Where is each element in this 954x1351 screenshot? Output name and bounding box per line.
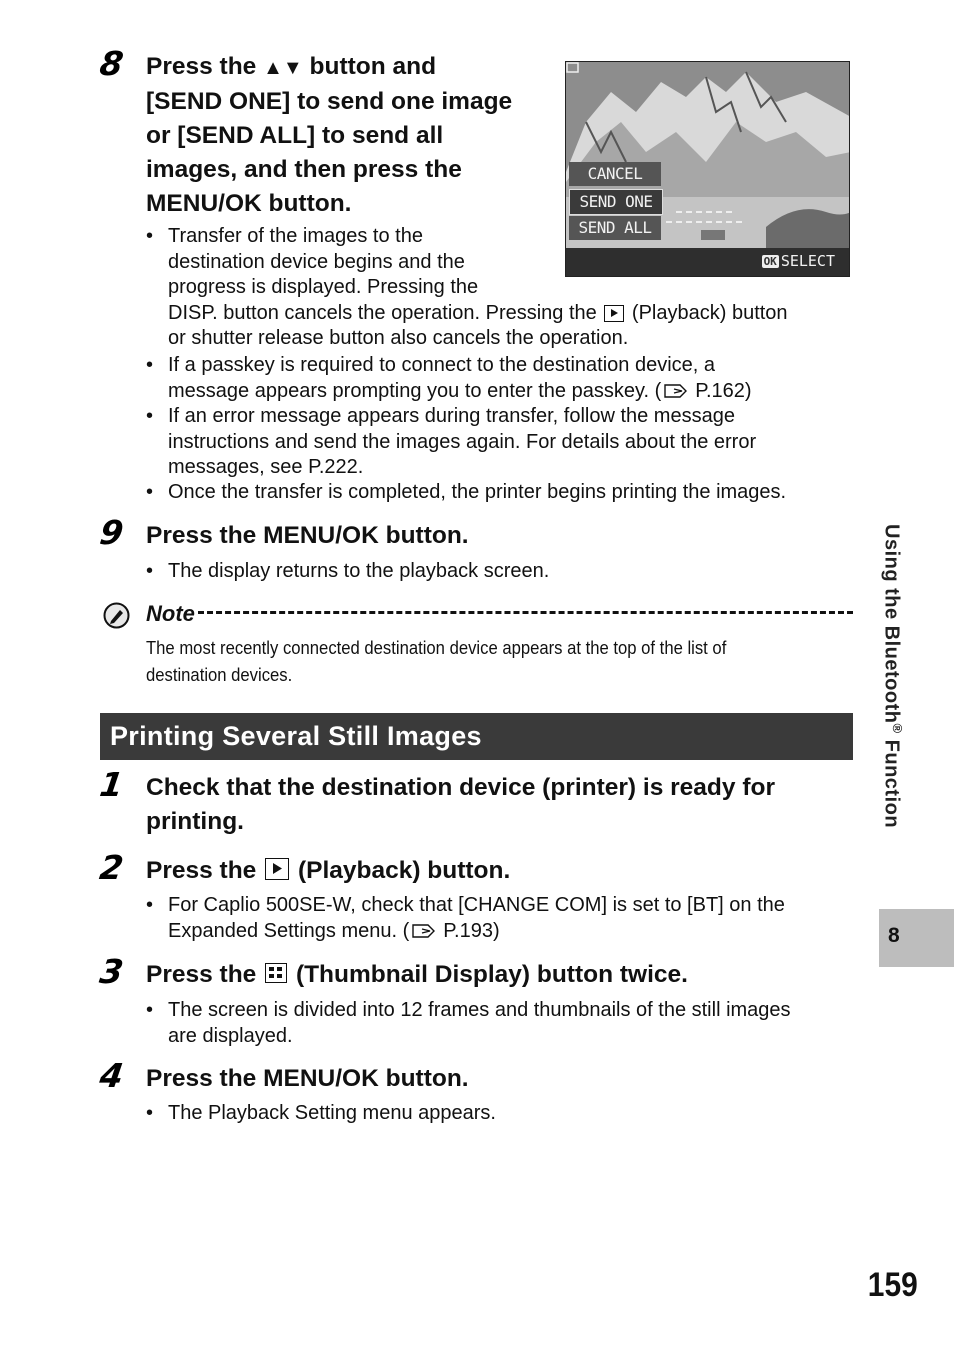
up-down-arrow-icon: ▲▼ [263,57,303,79]
step-number-3: 3 [97,952,126,991]
step-2-bullet-1: • For Caplio 500SE-W, check that [CHANGE COM] is set to [BT] on the Expanded Settings menu. ( P.193) [146,893,868,948]
section-title: Printing Several Still Images [110,721,482,751]
step-number-1: 1 [97,765,126,804]
step-8-bullet-3: • If an error message appears during transfer, follow the message instructions and send the images again. For details about the error messages, see P.222. [146,404,868,481]
step-4-bullet-1: • The Playback Setting menu appears. [146,1101,868,1127]
page-number: 159 [868,1266,918,1304]
step-8-bullet-4: • Once the transfer is completed, the printer begins printing the images. [146,480,868,506]
step-3-bullet-1: • The screen is divided into 12 frames and thumbnails of the still images are displayed. [146,998,868,1049]
menu-item-cancel[interactable]: CANCEL [569,162,661,186]
page-reference-icon [410,921,442,949]
step-number-4: 4 [97,1056,126,1095]
step-number-9: 9 [97,513,126,552]
note-icon [103,602,130,629]
ok-select-hint: OK SELECT [763,252,835,270]
step-9-heading: Press the MENU/OK button. [146,522,469,549]
menu-item-send-one[interactable]: SEND ONE [569,189,663,215]
step-3-heading: Press the (Thumbnail Display) button twice. [146,961,688,988]
step-8-bullet-1: • Transfer of the images to the destination device begins and the progress is displayed. Pressing the DISP. button cancels the operation. Pressing the (Playback) button or shutter release button also cancels the operation. [146,224,868,352]
step-1-heading: Check that the destination device (printer) is ready for printing. [146,774,775,835]
thumbnail-display-icon [265,963,287,983]
step-8-bullet-2: • If a passkey is required to connect to the destination device, a message appears prompting you to enter the passkey. ( P.162) [146,353,868,408]
chapter-side-tab: Using the Bluetooth® Function [880,524,905,829]
ok-button-icon: OK [763,255,777,268]
step-4-heading: Press the MENU/OK button. [146,1065,469,1092]
menu-item-send-all[interactable]: SEND ALL [569,216,661,240]
chapter-number: 8 [888,924,900,947]
section-heading-bar [100,713,853,760]
note-text: The most recently connected destination device appears at the top of the list of destination devices. [146,637,727,685]
note-divider [198,611,853,614]
step-8-heading: Press the ▲▼ button and [SEND ONE] to send one image or [SEND ALL] to send all images, and then press the MENU/OK button. [146,53,513,217]
step-2-heading: Press the (Playback) button. [146,857,511,884]
playback-icon [265,858,289,880]
step-number-8: 8 [97,44,126,83]
step-number-2: 2 [97,848,126,887]
note-title: Note [146,601,195,626]
step-9-bullet-1: • The display returns to the playback screen. [146,559,868,585]
playback-icon [604,305,624,322]
